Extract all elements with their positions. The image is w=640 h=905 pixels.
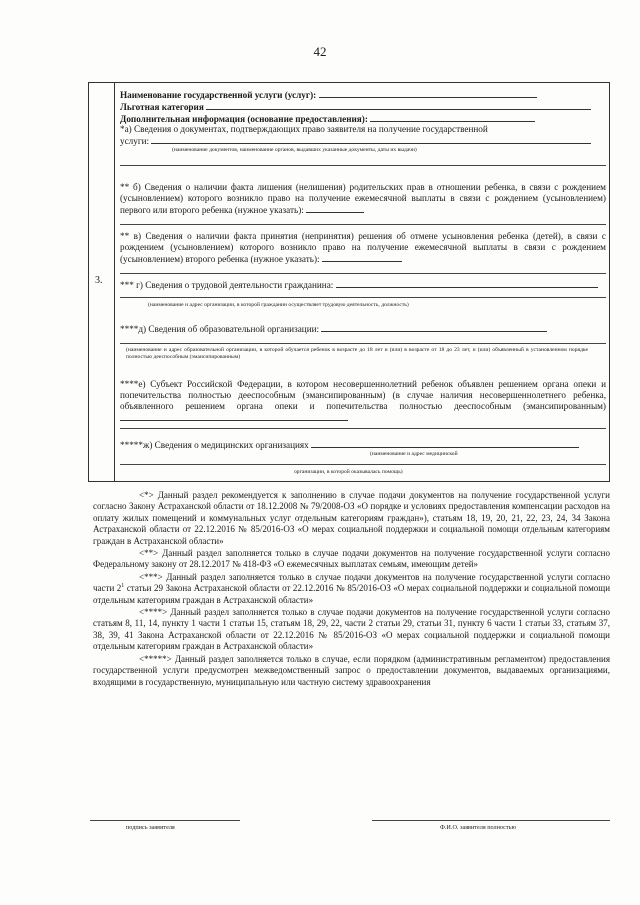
section-zh-extra-line[interactable]	[120, 464, 606, 465]
section-d-field[interactable]	[321, 323, 547, 332]
section-a-field[interactable]	[151, 135, 591, 144]
section-g-label: *** г) Сведения о трудовой деятельности гражданина:	[120, 280, 334, 290]
additional-info-field[interactable]	[370, 113, 535, 122]
section-zh-field[interactable]	[311, 439, 579, 448]
service-name-row	[120, 89, 537, 101]
footnote-3-superscript: 1	[121, 583, 125, 590]
signature-line[interactable]	[90, 820, 240, 821]
section-b-label: ** б) Сведения о наличии факта лишения (нелишения) родительских прав в отношении ребенка, в связи с рождением (усыновлением) которого возникло право на получение ежемесячной выплаты в связи с рождением (усыновлением) первого или второго ребенка (нужное указать):	[120, 182, 606, 215]
section-d-extra-line[interactable]	[120, 343, 606, 344]
section-zh-caption2: организации, в которой оказывалась помощь)	[294, 469, 403, 475]
footnote-5: <*****> Данный раздел заполняется только в случае, если порядком (административным регламентом) предоставления государственной услуги предусмотрен межведомственный запрос о предоставлении документов, выдаваемых организациями, входящими в государственную, муниципальную или частную систему здравоохранения	[93, 653, 610, 687]
section-e-text	[120, 379, 606, 424]
section-g-field[interactable]	[336, 279, 598, 288]
section-zh-row	[120, 439, 579, 451]
section-v-text	[120, 231, 606, 265]
section-a-line1: *а) Сведения о документах, подтверждающих право заявителя на получение государственной	[120, 124, 488, 134]
section-e-field[interactable]	[120, 412, 348, 421]
section-a-line2-row	[120, 135, 591, 147]
preferential-category-label: Льготная категория	[120, 102, 204, 112]
row-number: 3.	[95, 275, 103, 286]
section-g-row	[120, 279, 598, 291]
section-d-caption: (наименование и адрес образовательной организации, в которой обучается ребенок в возрасте до 18 лет и (или) в возрасте от 18 до 23 лет, и (или) объявленный в установленном порядке полностью дееспособным (эмансипированным)	[126, 347, 588, 360]
section-v-field[interactable]	[322, 253, 402, 262]
footnote-1: <*> Данный раздел рекомендуется к заполнению в случае подачи документов на получение государственной услуги согласно Закону Астраханской области от 18.12.2008 № 79/2008-ОЗ «О порядке и условиях предоставления компенсации расходов на оплату жилых помещений и коммунальных услуг отдельным категориям граждан»), статьям 18, 19, 20, 21, 22, 23, 24, 34 Закона Астраханской области от 22.12.2016 № 85/2016-ОЗ «О мерах социальной поддержки и социальной помощи отдельным категориям граждан в Астраханской области»	[93, 490, 610, 546]
section-a-caption: (наименование документов, наименование органов, выдавших указанные документы, даты их выдачи)	[172, 147, 417, 153]
section-d-row	[120, 323, 547, 335]
section-d-label: ****д) Сведения об образовательной организации:	[120, 324, 320, 334]
section-g-extra-line[interactable]	[120, 297, 606, 298]
footnotes	[93, 490, 610, 689]
footnote-3-text-before: <***> Данный раздел заполняется только в случае подачи документов на получение государственной услуги согласно части 2	[93, 571, 610, 594]
form-content	[120, 83, 606, 481]
section-a-label: услуги:	[120, 136, 150, 146]
section-zh-label: *****ж) Сведения о медицинских организациях	[120, 440, 309, 450]
preferential-category-row	[120, 101, 591, 113]
section-v-extra-line[interactable]	[120, 273, 606, 274]
footnote-3	[93, 572, 610, 606]
section-v-label: ** в) Сведения о наличии факта принятия (непринятия) решения об отмене усыновления ребенка (детей), в связи с рождением (усыновлением) которого возникло право на получение ежемесячной выплаты в связи с рождением (усыновлением) второго ребенка (нужное указать):	[120, 231, 606, 264]
service-name-field[interactable]	[319, 89, 537, 98]
form-table	[88, 82, 610, 482]
additional-info-label: Дополнительная информация (основание предоставления):	[120, 114, 368, 124]
section-b-extra-line[interactable]	[120, 224, 606, 225]
section-e-extra-line[interactable]	[120, 428, 606, 429]
footnote-2: <**> Данный раздел заполняется только в случае подачи документов на получение государственной услуги согласно Федеральному закону от 28.12.2017 № 418-ФЗ «О ежемесячных выплатах семьям, имеющим детей»	[93, 548, 610, 570]
section-b-text	[120, 182, 606, 216]
section-b-field[interactable]	[306, 204, 364, 213]
preferential-category-field[interactable]	[206, 101, 591, 110]
service-name-label: Наименование государственной услуги (услуг):	[120, 90, 317, 100]
section-a-extra-line[interactable]	[120, 165, 606, 166]
section-g-caption: (наименование и адрес организации, в которой гражданин осуществляет трудовую деятельность, должность)	[148, 302, 409, 308]
full-name-label: Ф.И.О. заявителя полностью	[440, 824, 517, 831]
full-name-line[interactable]	[372, 820, 610, 821]
row-number-column	[89, 83, 115, 481]
footnote-3-text-after: статьи 29 Закона Астраханской области от 22.12.2016 № 85/2016-ОЗ «О мерах социальной поддержки и социальной помощи отдельным категориям граждан в Астраханской области»	[93, 583, 611, 605]
page-number: 42	[313, 44, 327, 59]
signature-label: подпись заявителя	[126, 824, 175, 831]
section-zh-caption1: (наименование и адрес медицинской	[370, 451, 458, 457]
footnote-4: <****> Данный раздел заполняется только в случае подачи документов на получение государственной услуги согласно статьям 8, 11, 14, пункту 1 части 1 статьи 15, статьям 18, 29, 22, части 2 статьи 29, статьи 31, пункту 6 части 1 статьи 33, статьям 37, 38, 39, 41 Закона Астраханской области от 22.12.2016 № 85/2016-ОЗ «О мерах социальной поддержки и социальной помощи отдельным категориям граждан в Астраханской области»	[93, 607, 610, 652]
section-e-label: ****е) Субъект Российской Федерации, в котором несовершеннолетний ребенок объявлен решением органа опеки и попечительства полностью дееспособным (эмансипированным) (в случае наличия несовершеннолетнего ребенка, объявленного решением органа опеки и попечительства полностью дееспособным (эмансипированным)	[120, 379, 606, 411]
